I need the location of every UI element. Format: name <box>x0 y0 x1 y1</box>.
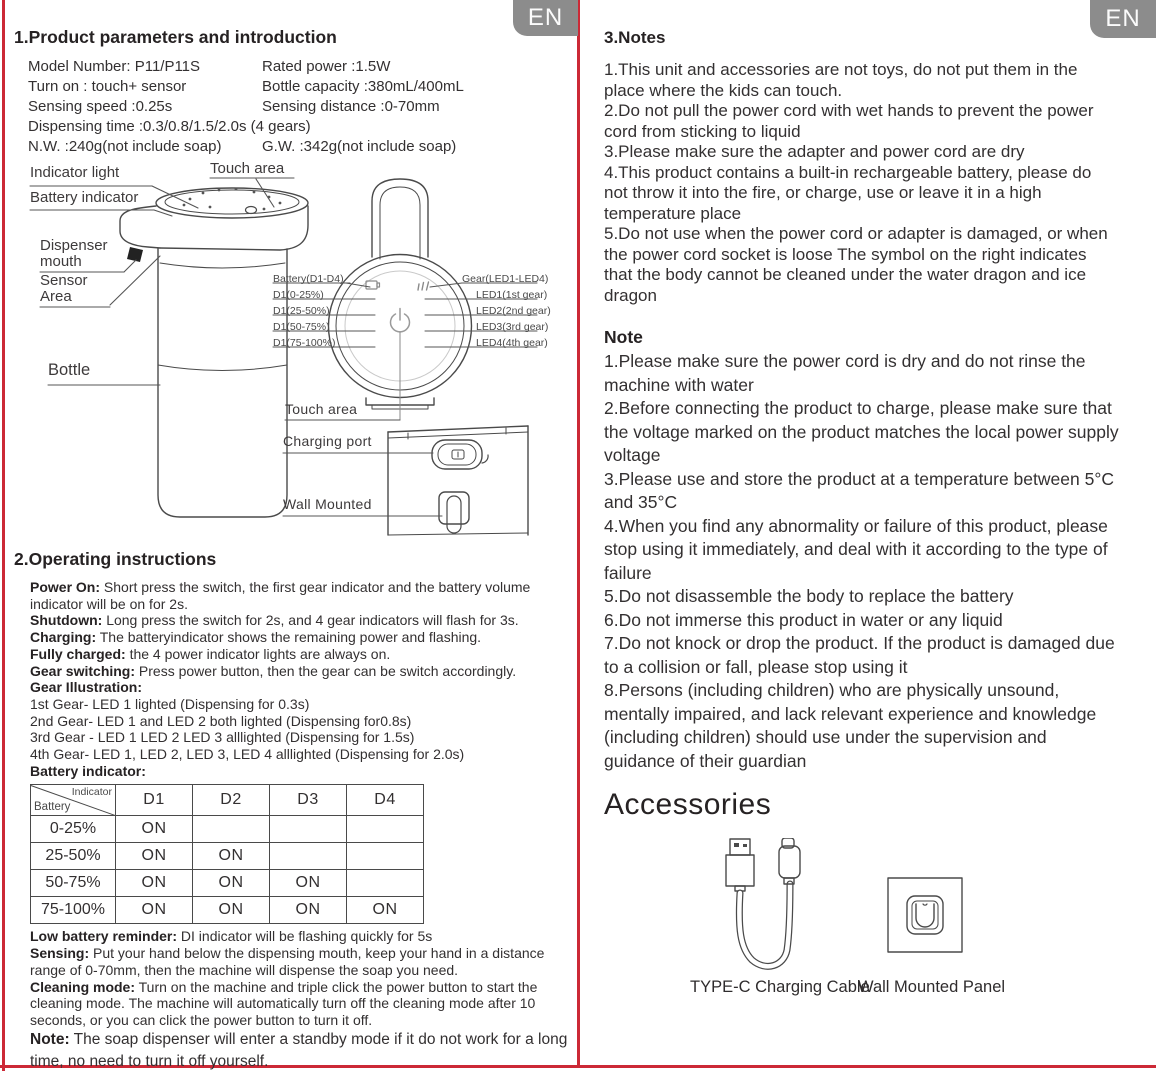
product-back-view <box>388 426 528 535</box>
gear-icon <box>418 282 429 290</box>
product-diagram <box>14 161 570 541</box>
page-left <box>14 0 572 1071</box>
label-touch-area-top: Touch area <box>210 160 285 177</box>
section1-title: 1.Product parameters and introduction <box>14 27 337 47</box>
param-row <box>28 77 572 97</box>
column-header-d4: D4 <box>347 785 424 816</box>
product-parameters <box>28 57 572 157</box>
cell <box>270 843 347 870</box>
label-touch-area-bottom: Touch area <box>285 401 358 417</box>
note-item: 4.When you find any abnormality or failure of this product, please stop using it immediately, and deal with it according to the type of failure <box>604 515 1108 583</box>
table-corner-cell <box>31 785 116 816</box>
note-item: 7.Do not knock or drop the product. If the product is damaged due to a collision or fall, please stop using it <box>604 633 1115 677</box>
label-battery-indicator: Battery indicator <box>30 189 139 206</box>
wall-mounted-panel-label: Wall Mounted Panel <box>858 978 1006 996</box>
label-bottle: Bottle <box>48 361 91 379</box>
charging-port-drawing <box>432 440 488 469</box>
label-gear-led-4: LED4(4th gear) <box>476 337 548 349</box>
ops-line: 4th Gear- LED 1, LED 2, LED 3, LED 4 alllighted (Dispensing for 2.0s) <box>30 746 465 763</box>
wall-mount-keyhole-drawing <box>439 492 469 533</box>
cell: ON <box>116 816 193 843</box>
cell <box>347 870 424 897</box>
table-header-row <box>31 785 424 816</box>
cell: ON <box>116 897 193 924</box>
type-c-cable-label: TYPE-C Charging Cable <box>690 978 870 996</box>
language-tab-right-label: EN <box>1105 5 1141 32</box>
note-item: 6.Do not immerse this product in water or any liquid <box>604 609 1003 630</box>
param-net-weight: N.W. :240g(not include soap) <box>28 138 222 155</box>
param-dispensing-time: Dispensing time :0.3/0.8/1.5/2.0s (4 gears) <box>28 118 311 135</box>
ops-note-line: Note: The soap dispenser will enter a standby mode if it do not work for a long time, no need to turn it off yourself. <box>30 1030 568 1070</box>
corner-label-battery: Battery <box>34 801 71 814</box>
label-gear-led-3: LED3(3rd gear) <box>476 321 549 333</box>
ops-line: Sensing: Put your hand below the dispensing mouth, keep your hand in a distance range of 0-70mm, then the machine will dispense the soap you need. <box>30 945 545 978</box>
row-level: 0-25% <box>31 816 116 843</box>
param-gross-weight: G.W. :342g(not include soap) <box>262 138 457 155</box>
touch-dots <box>183 188 282 211</box>
cell <box>347 816 424 843</box>
power-icon <box>391 309 410 332</box>
ops-line: 1st Gear- LED 1 lighted (Dispensing for 0.3s) <box>30 695 310 712</box>
ops-line: Low battery reminder: DI indicator will be flashing quickly for 5s <box>30 928 433 945</box>
label-battery-level-2: D1(25-50%) <box>273 305 330 317</box>
ops-line: Cleaning mode: Turn on the machine and triple click the power button to start the cleaning mode. The machine will automatically turn off the cleaning mode after 10 seconds, or you can click the power button to turn it off. <box>30 978 538 1028</box>
cell: ON <box>193 870 270 897</box>
product-diagram-drawing <box>14 161 570 541</box>
note-item: 5.Do not use when the power cord or adapter is damaged, or when the power cord socket is loose The symbol on the right indicates that the body cannot be cleaned under the water dragon and ice dragon <box>604 224 1108 305</box>
label-battery-level-3: D1(50-75%) <box>273 321 330 333</box>
wall-mounted-panel-icon <box>888 878 962 952</box>
cell <box>347 843 424 870</box>
power-button-top <box>246 207 257 214</box>
table-row <box>31 897 424 924</box>
label-gear-led-2: LED2(2nd gear) <box>476 305 551 317</box>
cell: ON <box>347 897 424 924</box>
ops-line: Battery indicator: <box>30 762 146 779</box>
column-header-d2: D2 <box>193 785 270 816</box>
param-row <box>28 57 572 77</box>
battery-indicator-table <box>30 784 424 924</box>
language-tab-left-label: EN <box>527 4 564 31</box>
note-item: 5.Do not disassemble the body to replace the battery <box>604 586 1014 606</box>
dispenser-nozzle <box>127 247 143 262</box>
label-battery-level-1: D1(0-25%) <box>273 289 324 301</box>
param-bottle-capacity: Bottle capacity :380mL/400mL <box>262 78 464 95</box>
cell: ON <box>270 897 347 924</box>
product-front-view <box>120 188 308 517</box>
note-item: 1.This unit and accessories are not toys, do not put them in the place where the kids can touch. <box>604 60 1078 100</box>
notes-title: 3.Notes <box>604 28 666 47</box>
operating-instructions-2 <box>30 928 570 1071</box>
cell: ON <box>193 897 270 924</box>
ops-line: Gear Illustration: <box>30 679 143 696</box>
page-right <box>604 0 1134 998</box>
accessories-drawing <box>604 838 1134 998</box>
label-gear-led-1: LED1(1st gear) <box>476 289 548 301</box>
label-dispenser-mouth: Dispenser mouth <box>40 237 108 270</box>
param-rated-power: Rated power :1.5W <box>262 58 391 75</box>
ops-line: Gear switching: Press power button, then the gear can be switch accordingly. <box>30 662 517 679</box>
param-row <box>28 97 572 117</box>
page-divider <box>577 0 580 1068</box>
param-turn-on: Turn on : touch+ sensor <box>28 78 187 95</box>
note-item: 2.Before connecting the product to charge, please make sure that the voltage marked on the product matches the local power supply voltage <box>604 398 1119 465</box>
column-header-d1: D1 <box>116 785 193 816</box>
note-item: 2.Do not pull the power cord with wet hands to prevent the power cord from sticking to liquid <box>604 101 1094 141</box>
param-sensing-speed: Sensing speed :0.25s <box>28 98 173 115</box>
label-charging-port: Charging port <box>283 433 372 449</box>
table-row <box>31 816 424 843</box>
note-item: 1.Please make sure the power cord is dry and do not rinse the machine with water <box>604 351 1086 395</box>
cell: ON <box>116 843 193 870</box>
ops-line: Fully charged: the 4 power indicator lights are always on. <box>30 645 391 662</box>
table-row <box>31 870 424 897</box>
row-level: 50-75% <box>31 870 116 897</box>
row-level: 25-50% <box>31 843 116 870</box>
param-row <box>28 117 572 137</box>
note-item: 8.Persons (including children) who are physically unsound, mentally impaired, and lack relevant experience and knowledge (including children) should use under the supervision and guidance of their guardian <box>604 680 1097 771</box>
operating-instructions <box>30 579 570 779</box>
table-row <box>31 843 424 870</box>
row-level: 75-100% <box>31 897 116 924</box>
cell <box>270 816 347 843</box>
ops-line: Shutdown: Long press the switch for 2s, and 4 gear indicators will flash for 3s. <box>30 612 519 629</box>
note-item: 3.Please make sure the adapter and power cord are dry <box>604 142 1025 161</box>
label-indicator-light: Indicator light <box>30 164 120 181</box>
label-wall-mounted: Wall Mounted <box>283 496 372 512</box>
cell: ON <box>193 843 270 870</box>
param-sensing-distance: Sensing distance :0-70mm <box>262 98 440 115</box>
label-gear-group: Gear(LED1-LED4) <box>462 273 549 285</box>
section2-title: 2.Operating instructions <box>14 549 217 569</box>
cell: ON <box>270 870 347 897</box>
param-row <box>28 137 572 157</box>
note-subtitle: Note <box>604 327 643 347</box>
label-battery-group: Battery(D1-D4) <box>273 273 344 285</box>
note-item: 3.Please use and store the product at a temperature between 5°C and 35°C <box>604 468 1114 512</box>
label-sensor-area: Sensor Area <box>40 272 88 305</box>
red-border-left <box>2 0 5 1071</box>
note-item: 4.This product contains a built-in rechargeable battery, please do not throw it into the fire, or charge, use or leave it in a high temperature place <box>604 162 1092 223</box>
ops-line: Power On: Short press the switch, the first gear indicator and the battery volume indicator will be on for 2s. <box>30 579 531 612</box>
ops-line: 2nd Gear- LED 1 and LED 2 both lighted (Dispensing for0.8s) <box>30 712 412 729</box>
param-model: Model Number: P11/P11S <box>28 58 201 75</box>
ops-line: Charging: The batteryindicator shows the remaining power and flashing. <box>30 629 482 646</box>
ops-line: 3rd Gear - LED 1 LED 2 LED 3 alllighted (Dispensing for 1.5s) <box>30 729 415 746</box>
type-c-cable-icon <box>726 838 800 966</box>
accessories-title: Accessories <box>604 788 772 821</box>
column-header-d3: D3 <box>270 785 347 816</box>
corner-label-indicator: Indicator <box>71 786 112 799</box>
label-battery-level-4: D1(75-100%) <box>273 337 336 349</box>
cell: ON <box>116 870 193 897</box>
cell <box>193 816 270 843</box>
battery-icon <box>366 281 380 289</box>
accessories-figures <box>604 838 1134 998</box>
